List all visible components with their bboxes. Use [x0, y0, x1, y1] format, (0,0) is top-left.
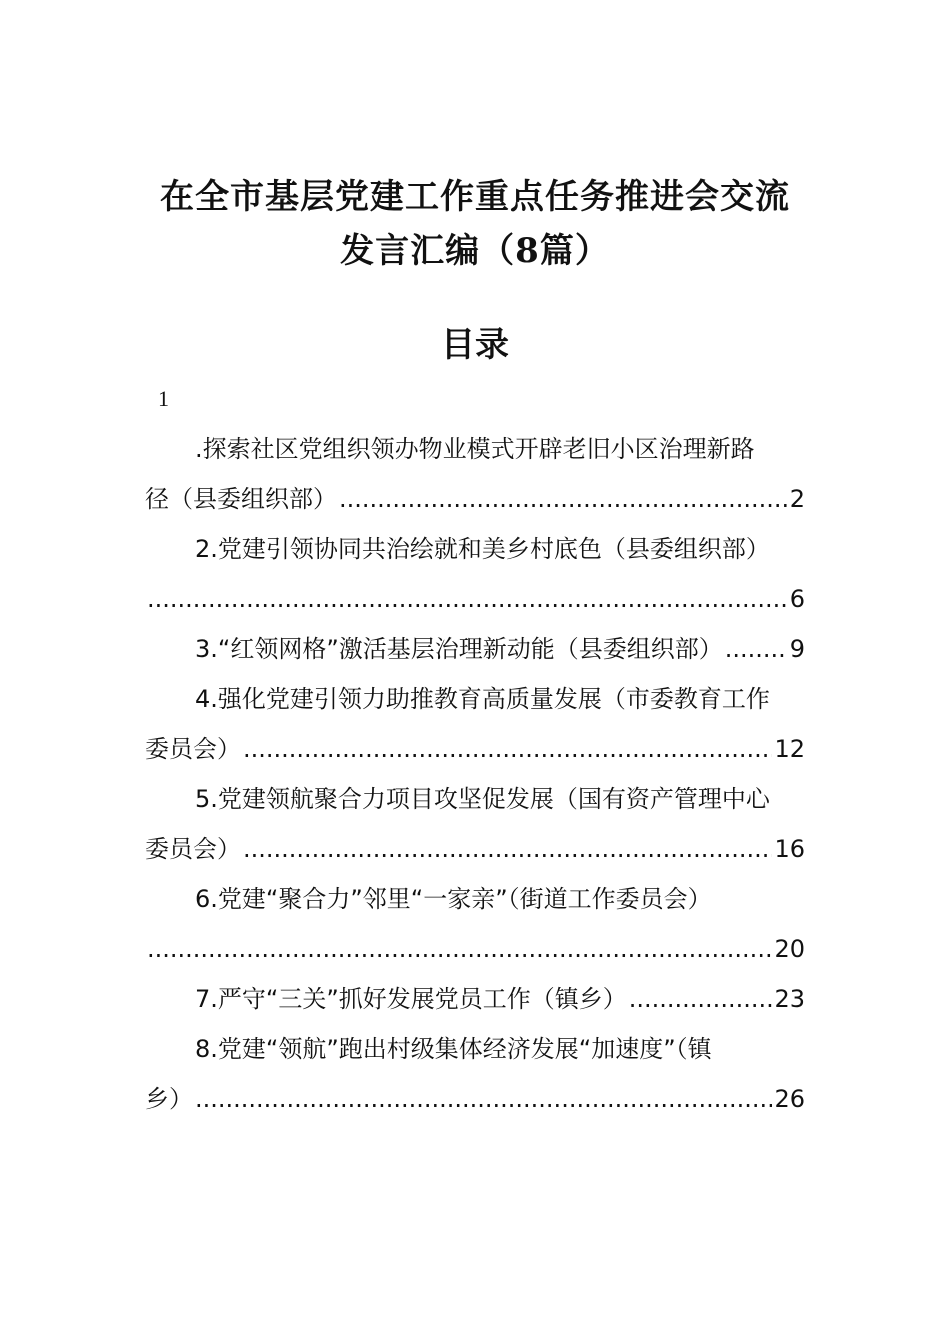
toc-page-number: 16 — [774, 835, 805, 863]
toc-page-number: 26 — [774, 1085, 805, 1113]
toc-entry-5-line-2[interactable] — [145, 824, 805, 874]
document-title-line-1: 在全市基层党建工作重点任务推进会交流 — [160, 177, 790, 217]
toc-entry-text: 5.党建领航聚合力项目攻坚促发展（国有资产管理中心 — [195, 785, 770, 813]
toc-entry-text: 乡） — [145, 1085, 193, 1113]
toc-leader-dots — [195, 1074, 772, 1124]
toc-stray-number: 1 — [158, 386, 169, 411]
toc-heading: 目录 — [441, 325, 509, 365]
toc-entry-text: 7.严守“三关”抓好发展党员工作（镇乡） — [195, 985, 627, 1013]
toc-page-number: 6 — [789, 585, 805, 613]
toc-page-number: 12 — [774, 735, 805, 763]
toc-entry-text: 委员会） — [145, 735, 241, 763]
toc-entry-text: 4.强化党建引领力助推教育高质量发展（市委教育工作 — [195, 685, 770, 713]
toc-entry-text: 6.党建“聚合力”邻里“一家亲”（街道工作委员会） — [195, 885, 712, 913]
toc-entry-4-line-2[interactable] — [145, 724, 805, 774]
toc-leader-dots — [725, 624, 788, 674]
toc-entry-6-line-1[interactable] — [145, 874, 805, 924]
toc-entry-1-line-2[interactable] — [145, 474, 805, 524]
toc-leader-dots — [147, 924, 772, 974]
toc-entry-6-line-2[interactable] — [145, 924, 805, 974]
document-title-line-2: 发言汇编（8篇） — [340, 231, 610, 271]
toc-entry-7[interactable] — [145, 974, 805, 1024]
toc-entry-text: 委员会） — [145, 835, 241, 863]
table-of-contents — [145, 424, 805, 1124]
toc-entry-5-line-1[interactable] — [145, 774, 805, 824]
toc-entry-text: 3.“红领网格”激活基层治理新动能（县委组织部） — [195, 635, 723, 663]
toc-leader-dots — [243, 824, 772, 874]
toc-leader-dots — [629, 974, 773, 1024]
toc-entry-4-line-1[interactable] — [145, 674, 805, 724]
toc-entry-3[interactable] — [145, 624, 805, 674]
toc-leader-dots — [243, 724, 772, 774]
toc-entry-text: 8.党建“领航”跑出村级集体经济发展“加速度”（镇 — [195, 1035, 712, 1063]
toc-entry-1-line-1[interactable] — [145, 424, 805, 474]
toc-entry-text: 径（县委组织部） — [145, 485, 337, 513]
toc-page-number: 9 — [789, 635, 805, 663]
toc-entry-8-line-1[interactable] — [145, 1024, 805, 1074]
toc-entry-2-line-2[interactable] — [145, 574, 805, 624]
toc-entry-text: .探索社区党组织领办物业模式开辟老旧小区治理新路 — [195, 435, 755, 463]
toc-entry-8-line-2[interactable] — [145, 1074, 805, 1124]
toc-page-number: 20 — [774, 935, 805, 963]
toc-page-number: 23 — [774, 985, 805, 1013]
toc-page-number: 2 — [789, 485, 805, 513]
toc-entry-text: 2.党建引领协同共治绘就和美乡村底色（县委组织部） — [195, 535, 770, 563]
toc-entry-2-line-1[interactable] — [145, 524, 805, 574]
toc-leader-dots — [147, 574, 788, 624]
toc-leader-dots — [339, 474, 788, 524]
